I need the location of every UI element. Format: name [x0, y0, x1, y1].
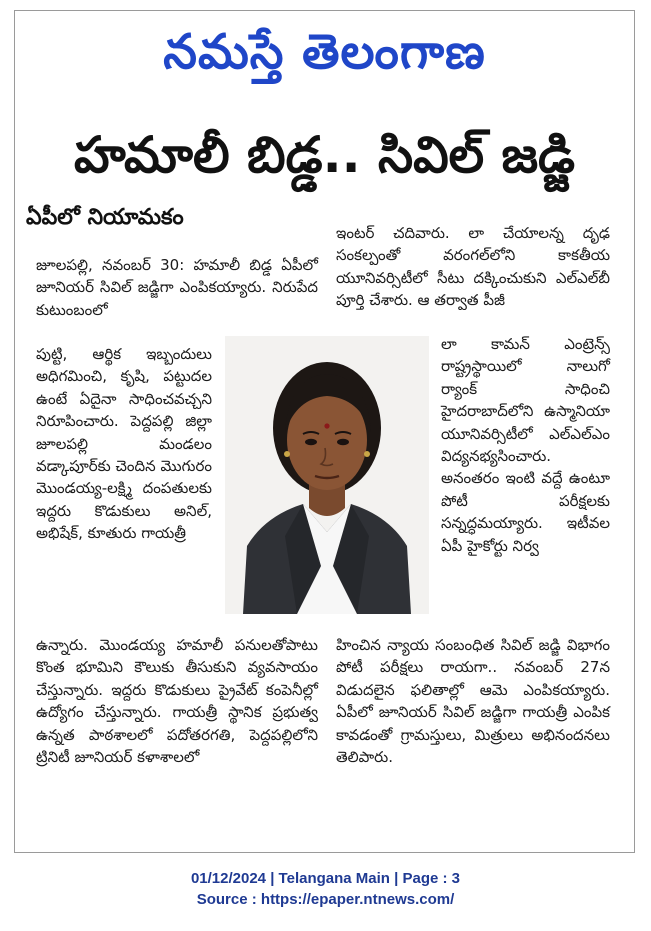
body-text-left-side	[36, 343, 212, 545]
portrait-illustration	[225, 336, 429, 614]
masthead-title: నమస్తే తెలంగాణ	[163, 24, 486, 80]
newspaper-masthead	[15, 17, 634, 87]
source-link[interactable]: Source : https://epaper.ntnews.com/	[196, 891, 455, 908]
body-text-left-bottom	[36, 634, 318, 768]
headline-text: హమాలీ బిడ్డ.. సివిల్ జడ్జి	[73, 126, 576, 184]
paragraph-left-side: పుట్టి, ఆర్థిక ఇబ్బందులు అధిగమించి, కృషి, పట్టుదల ఉంటే ఏదైనా సాధించవచ్చని నిరూపించారు. పెద్దపల్లి జిల్లా జూలపల్లి మండలం వడ్కాపూర్‌కు చెందిన మొగురం మొండయ్య-లక్ష్మి దంపతులకు ఇద్దరు కొడుకులు అనిల్, అభిషేక్, కూతురు గాయత్రీ	[36, 345, 212, 543]
body-text-right-bottom	[336, 634, 610, 768]
paragraph-left-bottom: ఉన్నారు. మొండయ్య హమాలీ పనులతోపాటు కొంత భూమిని కౌలుకు తీసుకుని వ్యవసాయం చేస్తున్నారు. ఇద్దరు కొడుకులు ప్రైవేట్ కంపెనీల్లో ఉద్యోగం చేస్తున్నారు. గాయత్రీ స్థానిక ప్రభుత్వ ఉన్నత పాఠశాలలో పదోతరగతి, పెద్దపల్లిలోని ట్రినిటీ జూనియర్ కళాశాలలో	[36, 636, 318, 767]
body-text-right-top	[336, 222, 610, 312]
article-headline	[25, 115, 624, 195]
portrait-photo	[225, 336, 429, 614]
body-text-left-top	[36, 254, 318, 321]
body-text-right-side	[441, 333, 610, 557]
paragraph-left-top: జూలపల్లి, నవంబర్ 30: హమాలీ బిడ్డ ఏపీలో జూనియర్ సివిల్ జడ్జిగా ఎంపికయ్యారు. నిరుపేద కుటుంబంలో	[36, 256, 318, 319]
paragraph-right-top: ఇంటర్ చదివారు. లా చేయాలన్న దృఢ సంకల్పంతో వరంగల్‌లోని కాకతీయ యూనివర్సిటీలో సీటు దక్కించుకుని ఎల్ఎల్‌బీ పూర్తి చేశారు. ఆ తర్వాత పీజీ	[336, 224, 610, 310]
subheading-text: ఏపీలో నియామకం	[26, 205, 184, 230]
paragraph-right-side: లా కామన్ ఎంట్రెన్స్ రాష్ట్రస్థాయిలో నాలుగో ర్యాంక్ సాధించి హైదరాబాద్‌లోని ఉస్మానియా యూనివర్సిటీలో ఎల్ఎల్ఎం విద్యనభ్యసించారు. అనంతరం ఇంటి వద్దే ఉంటూ పోటీ పరీక్షలకు సన్నద్ధమయ్యారు. ఇటీవల ఏపీ హైకోర్టు నిర్వ	[441, 335, 610, 555]
article-subheading	[26, 200, 316, 236]
edition-info: 01/12/2024 | Telangana Main | Page : 3	[190, 870, 461, 887]
paragraph-right-bottom: హించిన న్యాయ సంబంధిత సివిల్ జడ్జి విభాగం పోటీ పరీక్షలు రాయగా.. నవంబర్ 27న విడుదలైన ఫలితాల్లో ఆమె ఎంపికయ్యారు. ఏపీలో జూనియర్ సివిల్ జడ్జిగా గాయత్రీ ఎంపిక కావడంతో గ్రామస్తులు, మిత్రులు అభినందనలు తెలిపారు.	[336, 636, 610, 767]
